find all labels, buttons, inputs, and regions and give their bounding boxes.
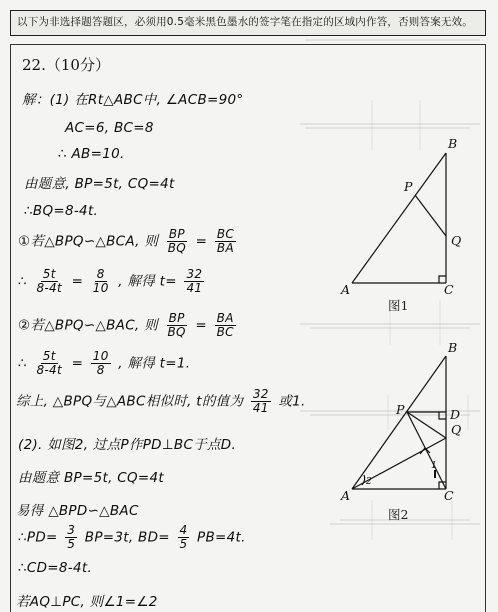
fig1-label-b: B [448, 136, 458, 151]
figure-1-caption: 图1 [388, 298, 409, 313]
question-number: 22.（10分） [22, 56, 110, 74]
fig1-label-c: C [444, 282, 454, 297]
bd-text: BP=3t, BD= [84, 529, 170, 546]
fraction-32-41: $\frac{32}{41}$ [186, 267, 203, 295]
fig2-label-d: D [450, 407, 461, 422]
fraction-3-5: $\frac{3}{5}$ [67, 523, 76, 551]
solution-line-14 [18, 524, 246, 551]
solution-line-12: 由题意 BP=5t, CQ=4t [18, 470, 165, 486]
fig1-label-p: P [404, 179, 413, 194]
fig2-label-a: A [341, 488, 351, 503]
conclusion-text: 综上, △BPQ与△ABC相似时, t的值为 [16, 393, 244, 410]
fig2-label-c: C [444, 488, 454, 503]
fraction-4-5: $\frac{4}{5}$ [179, 523, 188, 551]
therefore-symbol-2: ∴ [18, 355, 27, 372]
fraction-5t-84t: $\frac{5t}{8-4t}$ [36, 267, 62, 295]
fraction-10-8: $\frac{10}{8}$ [92, 349, 109, 377]
fraction-bp-bq: $\frac{BP}{BQ}$ [167, 227, 187, 255]
fig2-label-b: B [448, 340, 458, 355]
solve-text-2: , 解得 t=1. [118, 355, 191, 372]
pd-text: ∴PD= [18, 529, 58, 546]
solution-line-8: ②若△BPQ∽△BAC, 则 $\frac{BP}{BQ}$ = $\frac{BA}{BC}$ [18, 311, 234, 339]
solve-text: , 解得 t= [118, 273, 177, 290]
fraction-32-41-b: $\frac{32}{41}$ [252, 387, 269, 415]
fraction-8-10: $\frac{8}{10}$ [92, 267, 109, 295]
case-2-text: ②若△BPQ∽△BAC, 则 [18, 317, 158, 334]
pb-text: PB=4t. [197, 529, 246, 546]
fig2-label-q: Q [451, 422, 462, 437]
fig2-angle-1: 1 [431, 461, 437, 471]
solution-line-13: 易得 △BPD∽△BAC [16, 503, 139, 519]
solution-line-6: ①若△BPQ∽△BCA, 则 $\frac{BP}{BQ}$ = $\frac{BC}{BA}$ [18, 227, 235, 255]
case-1-text: ①若△BPQ∽△BCA, 则 [18, 233, 159, 250]
fraction-5t-84t-b: $\frac{5t}{8-4t}$ [36, 349, 62, 377]
solution-line-15: ∴CD=8-4t. [18, 560, 93, 576]
solution-line-5: ∴BQ=8-4t. [24, 203, 99, 219]
figure-2-caption: 图2 [388, 507, 409, 522]
solution-line-11: (2). 如图2, 过点P作PD⊥BC于点D. [18, 437, 237, 453]
solution-line-1: 解：(1) 在Rt△ABC中, ∠ACB=90° [22, 92, 244, 108]
conclusion-tail: 或1. [278, 393, 306, 410]
solution-line-7: ∴ $\frac{5t}{8-4t}$ = $\frac{8}{10}$ , 解得 t= $\frac{32}{41}$ [18, 267, 203, 295]
solution-line-10 [16, 388, 306, 415]
answer-area-header: 以下为非选择题答题区，必须用0.5毫米黑色墨水的签字笔在指定的区域内作答，否则答案无效。 [10, 10, 486, 36]
fig1-label-a: A [341, 282, 351, 297]
fraction-ba-bc: $\frac{BA}{BC}$ [216, 311, 234, 339]
fraction-bp-bq-2: $\frac{BP}{BQ}$ [167, 311, 186, 339]
solution-line-9: ∴ $\frac{5t}{8-4t}$ = $\frac{10}{8}$ , 解得 t=1. [18, 349, 191, 377]
fraction-bc-ba: $\frac{BC}{BA}$ [216, 227, 235, 255]
fig1-label-q: Q [451, 233, 462, 248]
solution-line-3: ∴ AB=10. [58, 146, 125, 162]
solution-line-2: AC=6, BC=8 [65, 120, 154, 136]
solution-line-4: 由题意, BP=5t, CQ=4t [24, 176, 175, 192]
fig2-angle-2: 2 [366, 477, 372, 487]
therefore-symbol: ∴ [18, 273, 27, 290]
solution-line-16: 若AQ⊥PC, 则∠1=∠2 [16, 594, 158, 610]
fig2-label-p: P [396, 402, 405, 417]
